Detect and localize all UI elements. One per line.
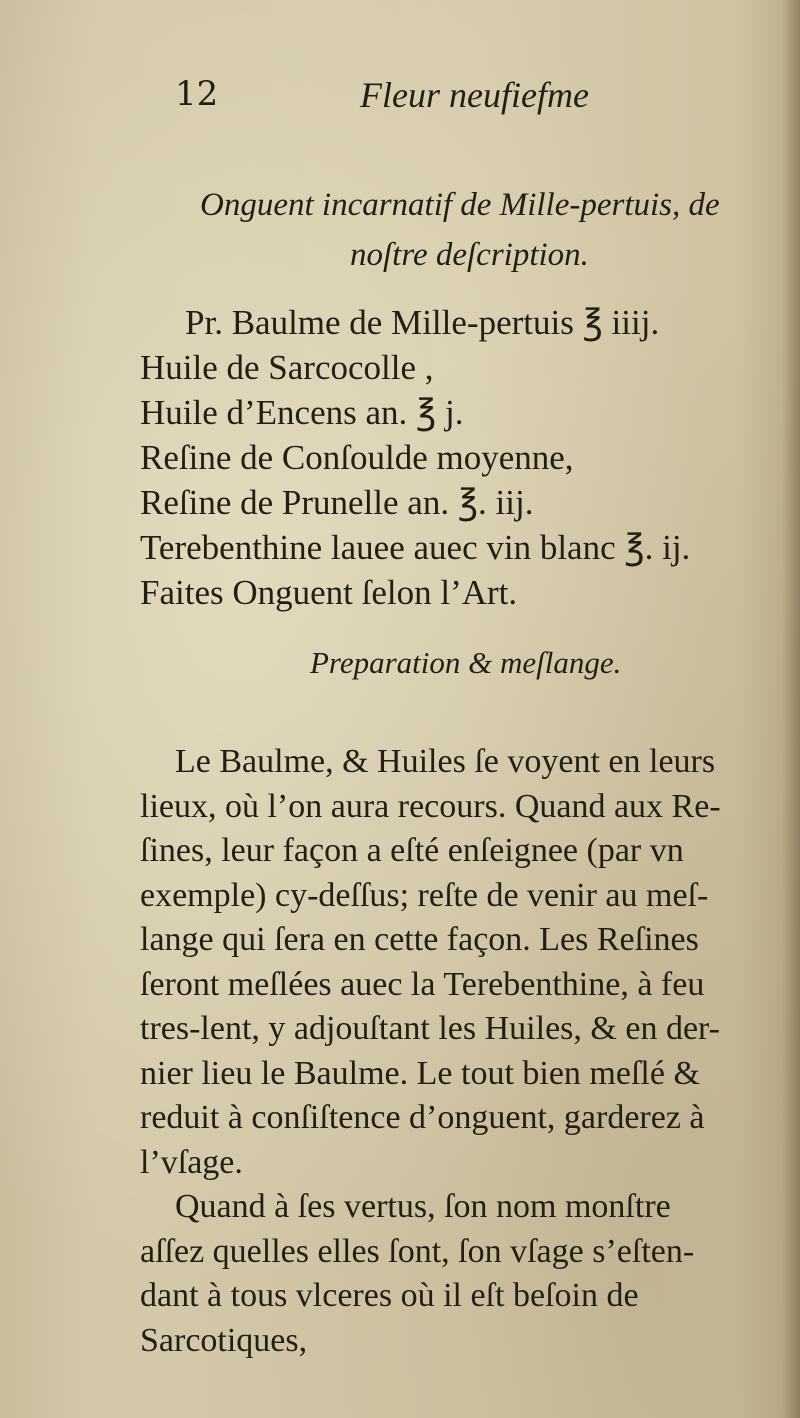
recipe-line: Reſine de Conſoulde moyenne, <box>140 438 574 477</box>
body-line: lieux, où l’on aura recours. Quand aux Re- <box>140 787 721 825</box>
recipe-line: Huile d’Encens an. ℥ j. <box>140 393 464 432</box>
body-line: nier lieu le Baulme. Le tout bien meſlé & <box>140 1054 700 1092</box>
body-line: l’vſage. <box>140 1143 243 1181</box>
body-line: ſeront meſlées auec la Terebenthine, à feu <box>140 965 705 1003</box>
body-line: reduit à conſiſtence d’onguent, garderez à <box>140 1099 705 1136</box>
recipe-list <box>140 300 780 615</box>
section-title-line-1: Onguent incarnatif de Mille-pertuis, de <box>200 187 720 223</box>
recipe-line: Reſine de Prunelle an. ℥. iij. <box>140 483 534 522</box>
body-line: Sarcotiques, <box>140 1321 308 1359</box>
body-line: dant à tous vlceres où il eſt beſoin de <box>140 1277 639 1314</box>
body-text <box>140 740 790 1363</box>
recipe-line: Pr. Baulme de Mille-pertuis ℥ iiij. <box>185 303 660 342</box>
recipe-line: Terebenthine lauee auec vin blanc ℥. ij. <box>140 528 691 567</box>
page-header <box>0 74 800 124</box>
running-head: Fleur neufiefme <box>360 75 589 115</box>
section-title-line-2: noſtre deſcription. <box>350 237 589 273</box>
body-line: aſſez quelles elles ſont, ſon vſage s’eſten- <box>140 1232 695 1270</box>
recipe-line: Huile de Sarcocolle , <box>140 348 434 387</box>
page-number: 12 <box>175 74 219 114</box>
body-line: tres-lent, y adjouſtant les Huiles, & en der- <box>140 1010 720 1047</box>
recipe-line: Faites Onguent ſelon l’Art. <box>140 573 518 612</box>
body-line: Quand à ſes vertus, ſon nom monſtre <box>175 1188 671 1225</box>
body-line: exemple) cy-deſſus; reſte de venir au meſ- <box>140 876 709 914</box>
body-line: Le Baulme, & Huiles ſe voyent en leurs <box>175 743 716 780</box>
body-line: ſines, leur façon a eſté enſeignee (par vn <box>140 832 684 869</box>
subheading: Preparation & meſlange. <box>310 645 622 680</box>
body-line: lange qui ſera en cette façon. Les Reſines <box>140 921 699 958</box>
section-title <box>200 180 760 280</box>
